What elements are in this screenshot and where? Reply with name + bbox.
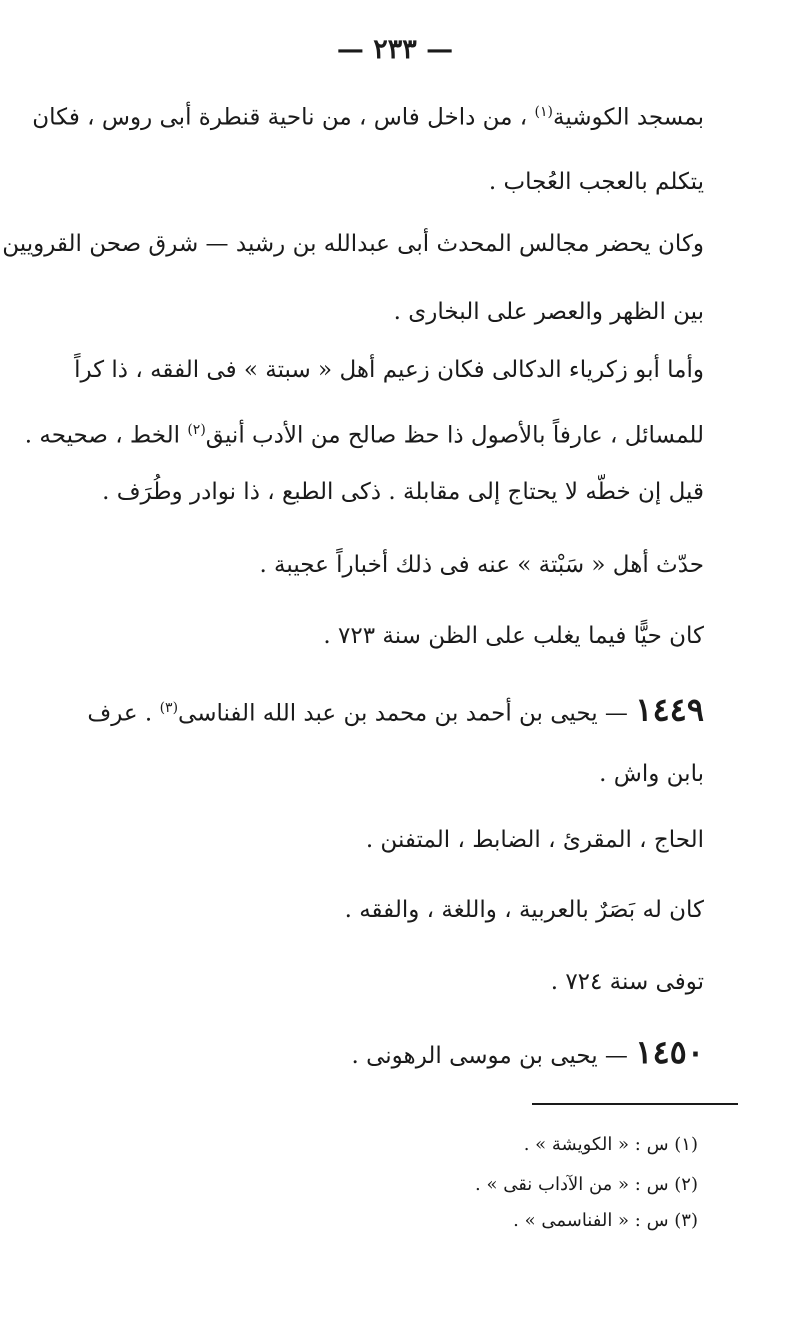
- entry-heading: ١٤٤٩ — يحيى بن أحمد بن محمد بن عبد الله الفناسى$^{(٣)}$ . عرف: [87, 690, 704, 729]
- text-line: وكان يحضر مجالس المحدث أبى عبدالله بن رشيد — شرق صحن القرويين: [2, 231, 704, 257]
- entry-number: ١٤٥٠: [635, 1033, 704, 1071]
- footnote-ref: (٢): [187, 422, 206, 438]
- text-line: كان حيًّا فيما يغلب على الظن سنة ٧٢٣ .: [323, 623, 704, 649]
- text-line: للمسائل ، عارفاً بالأصول ذا حظ صالح من الأدب أنيق$^{(٢)}$ الخط ، صحيحه .: [24, 422, 704, 449]
- text-line: توفى سنة ٧٢٤ .: [550, 969, 704, 995]
- entry-heading: ١٤٥٠ — يحيى بن موسى الرهونى .: [351, 1033, 704, 1071]
- footnote: (٣) س : « الفناسمى » .: [513, 1210, 698, 1231]
- text-line: بابن واش .: [599, 761, 704, 787]
- text-line: كان له بَصَرٌ بالعربية ، واللغة ، والفقه .: [344, 897, 704, 923]
- text-line: حدّث أهل « سَبْتة » عنه فى ذلك أخباراً عجيبة .: [259, 552, 704, 578]
- text-line: قيل إن خطّه لا يحتاج إلى مقابلة . ذكى الطبع ، ذا نوادر وطُرَف .: [102, 479, 704, 505]
- footnote: (١) س : « الكويشة » .: [523, 1134, 698, 1155]
- footnote-divider: [532, 1103, 738, 1105]
- text-line: بمسجد الكوشية$^{(١)}$ ، من داخل فاس ، من ناحية قنطرة أبى روس ، فكان: [32, 104, 704, 131]
- footnote-ref: (١): [534, 104, 554, 120]
- footnote-ref: (٣): [159, 700, 179, 716]
- text-line: الحاج ، المقرئ ، الضابط ، المتفنن .: [365, 827, 704, 853]
- entry-number: ١٤٤٩: [635, 690, 704, 729]
- footnote: (٢) س : « من الآداب نقى » .: [475, 1174, 698, 1195]
- text-line: يتكلم بالعجب العُجاب .: [488, 169, 704, 195]
- text-line: بين الظهر والعصر على البخارى .: [393, 299, 704, 325]
- text-line: وأما أبو زكرياء الدكالى فكان زعيم أهل « سبتة » فى الفقه ، ذا كراً: [74, 357, 704, 383]
- page-number-header: — ٢٣٣ —: [336, 34, 454, 65]
